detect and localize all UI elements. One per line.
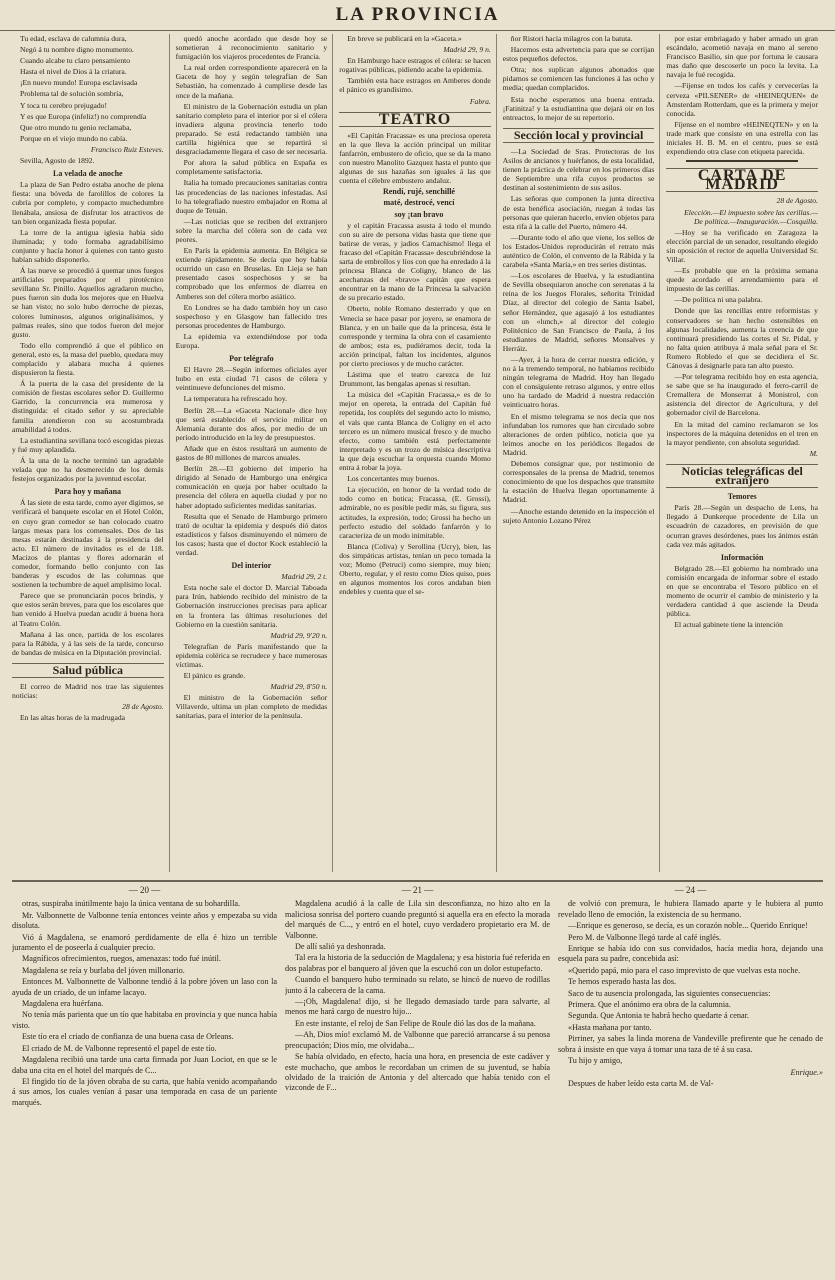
- paragraph: El Havre 28.—Según informes oficiales ayer hubo en esta ciudad 71 casos de cólera y veintinueve defunciones del mismo.: [175, 365, 328, 393]
- column-2: [176, 34, 334, 872]
- section-heading: CARTA DE MADRID: [666, 168, 818, 192]
- paragraph: Lástima que el teatro carezca de luz Drummont, las bengalas apenas si resultan.: [339, 370, 491, 389]
- section-heading: TEATRO: [339, 112, 491, 127]
- paragraph: Las señoras que componen la junta directiva de esta benéfica asociación, ruegan á todas las personas que quieran hacerlo, envíen objetos para esta rifa á la calle del Puerto, número 44.: [502, 194, 655, 231]
- paragraph: El actual gabinete tiene la intención: [674, 620, 783, 630]
- paragraph: Berlín 28.—El gobierno del imperio ha dirigido al Senado de Hamburgo una enérgica comunicación en queja por haber ocultado la presencia del cólera en aquella ciudad y por no haber adoptado suficientes medidas sanitarias.: [175, 464, 328, 510]
- paragraph: —La Sociedad de Sras. Protectoras de los Asilos de ancianos y huérfanos, de esta localidad, tienen la práctica de celebrar en los primeros días de Septiembre una rifa cuyos productos se destinan al sostenimiento de sus asilos.: [502, 146, 655, 193]
- paragraph: La plaza de San Pedro estaba anoche de plena fiesta: una bóveda de farolillos de colores la cubría por completo, y compacto muchedumbre llenábala, ansiosa de disfrutar los atractivos de tan bien organizada fiesta popular.: [12, 180, 164, 226]
- paragraph: y el capitán Fracassa asusta á todo el mundo con su aire de persona vidas hasta que tiene que batirse de veras, y jadios Camachismo! llega el fracaso del «Capitán Fracassa» descubriéndose la sarta de embrollos y líos con que ha enredado á la princesa Blanca de Coligny, blanco de las acechanzas del «bravo» capitán que espera encontrar en la mano de la Princesa la salvación de su precario estado.: [339, 220, 491, 303]
- verse-line: soy ¡tan bravo: [394, 209, 444, 219]
- paragraph: Donde que las rencillas entre reformistas y conservadores se han hecho ostensibles en algunas localidades, aumenta la creencia de que continuará presidiendo las cortes el Sr. Pidal, y no falta quien atribuya á mala señal para el Sr. Romero Robledo el que se decidiera el Sr. Cánovas á designarle para tan alto puesto.: [666, 306, 818, 370]
- paragraph: El ministro de la Gobernación estudia un plan sanitario completo para el interior por si el cólera invadiera alguna provincia tenerlo todo preparado. Se está redactando también una cartilla higiénica que se repartirá si desgraciadamente llegara el caso de ser necesaria.: [175, 101, 328, 157]
- paragraph: Otra; nos suplican algunos abonados que pidamos se comiencen las funciones á las ocho y media; quedan complacidos.: [502, 65, 655, 93]
- paragraph: Este tío era el criado de confianza de una buena casa de Orleans.: [22, 1032, 234, 1042]
- paragraph: Todo ello comprendió á que el público en general, esto es, la masa del pueblo, quedara muy complacido y alabara mucha á quienes dispusieron la fiesta.: [12, 340, 164, 378]
- paragraph: —Fíjense en todos los cafés y cervecerías la cerveza «PILSENER» de «HEINEQUEN» de Amsterdam Rotterdam, que es la primera y mejor conocida.: [666, 81, 818, 118]
- paragraph: En Hamburgo hace estragos el cólera: se hacen rogativas públicas, pidiendo acabe la epidemia.: [339, 56, 491, 75]
- dateline: 28 de Agosto.: [776, 196, 818, 206]
- column-1: [12, 34, 170, 872]
- article-heading: Del interior: [231, 561, 272, 571]
- poem-line: Que otro mundo tu genio reclamaba,: [20, 122, 132, 132]
- page-number: — 21 —: [401, 885, 434, 895]
- paragraph: Pirriner, ya sabes la linda morena de Vandeville prefirente que he cenado de sobra á insiste en que vaya á tomar una taza de té á su casa.: [558, 1034, 823, 1054]
- paragraph: —Durante todo el año que viene, los sellos de los Estados-Unidos reproducirán el retrato más auténtico de Colón, el convento de la Rábida y la carabela «Santa María,» en tres series distintas.: [502, 232, 655, 270]
- paragraph: Tu hijo y amigo,: [568, 1056, 623, 1066]
- column-4: [503, 34, 661, 872]
- paragraph: por estar embriagado y haber armado un gran escándalo, acometió navaja en mano al sereno Francisco Basilio, sin que por fortuna le causara mas daño que descoserle un poco la levita. La navaja le fué recogida.: [666, 34, 818, 80]
- paragraph: Se había olvidado, en efecto, hacía una hora, en presencia de este cadáver y este muchacho, que ambos le recordaban un crimen de su juventud, se había olvidado de la traición de Antonia y del altercado que había tenido con el vizconde de F...: [285, 1052, 550, 1093]
- paragraph: Saco de tu ausencia prolongada, las siguientes consecuencias:: [568, 988, 771, 998]
- paragraph: Enrique se había ido con sus convidados, hacía media hora, dejando una esquela para su padre, concebida así:: [558, 944, 823, 964]
- newspaper-masthead: LA PROVINCIA: [0, 0, 835, 31]
- article-heading: Información: [720, 552, 764, 562]
- paragraph: Blanca (Coliva) y Serollina (Ucry), bien, las dos simpáticas artistas, tenían un peco tomada la voz; Momo (Petruci) como siempre, muy bien; Oberto, regular, y el resto como Dios quiso, pues en algunos momentos los coros andaban bien endebles y cuenta que el se-: [339, 541, 491, 597]
- paragraph: Cuando el banquero hubo terminado su relato, se hincó de nuevo de rodillas junto á la cabecera de la cama.: [285, 975, 550, 995]
- paragraph: Parece que se pronunciarán pocos brindis, y que estos serán breves, para que los escolares que han venido á Huelva puedan acudir á buena hora al Teatro Colón.: [12, 591, 164, 628]
- paragraph: La real orden correspondiente aparecerá en la Gaceta de hoy y según telegrafían de San Sebastián, ha comenzado á cumplirse desde las once de la mañana.: [175, 63, 328, 100]
- paragraph: Despues de haber leído esta carta M. de Val-: [568, 1078, 714, 1088]
- poem-line: Problema tal de solución sombría,: [20, 89, 124, 99]
- paragraph: Fíjense en el nombre «HEINEQTEN» y en la trade mark que consiste en una estrella con las iniciales H. B. M. en el centro, pues se está expendiendo otra clase con etiqueta parecida.: [666, 119, 818, 157]
- paragraph: Los concertantes muy buenos.: [347, 474, 440, 484]
- paragraph: otras, suspiraba inútilmente bajo la única ventana de su bohardilla.: [22, 899, 241, 909]
- paragraph: Segunda. Que Antonia te habrá hecho quedarte á cenar.: [568, 1011, 749, 1021]
- paragraph: de volvió con premura, le hubiera llamado aparte y le hubiera al punto revelado lleno de emoción, la existencia de su hermano.: [558, 899, 823, 919]
- paragraph: —¡Oh, Magdalena! dijo, si he llegado demasiado tarde para salvarte, al menos me hará cargo de nuestro hijo...: [285, 997, 550, 1017]
- paragraph: El pánico es grande.: [183, 671, 246, 681]
- paragraph: —Hoy se ha verificado en Zaragoza la elección parcial de un senador, resultando elegido sin oposición el rector de aquella Universidad Sr. Villar.: [666, 227, 818, 264]
- paragraph: De allí salió ya deshonrada.: [295, 942, 386, 952]
- paragraph: «Querido papá, mio para el caso imprevisto de que vuelvas esta noche.: [568, 965, 801, 975]
- paragraph: Te hemos esperado hasta las dos.: [568, 977, 677, 987]
- dateline: Madrid 29, 9 n.: [443, 45, 491, 55]
- signature: M.: [809, 448, 818, 458]
- paragraph: París 28.—Según un despacho de Lens, ha llegado á Dunkerque procedente de Lila un escuadrón de cazadores, en previsión de que ocurran graves desórdenes, pues los ánimos están cada vez más agitados.: [666, 503, 818, 549]
- paragraph: El ministro de la Gobernación señor Villaverde, ultima un plan completo de medidas sanitarias, para el interior de la península.: [175, 693, 328, 721]
- paragraph: ñor Ristori hacía milagros con la batuta.: [510, 34, 633, 43]
- paragraph: Entonces M. Valbonnette de Valbonne tendió á la pobre jóven un laso con la ayuda de un criado, de un infame lacayo.: [12, 977, 277, 997]
- paragraph: El fingido tío de la jóven obraba de su carta, que había venido acompañando á sus amos, los cuales venían á pasar una temporada en casa de un pariente marqués.: [12, 1076, 277, 1107]
- paragraph: La ejecución, en honor de la verdad todo de todo como en botica; Fracassa, (E. Grossi), admirable, no es posible pedir más, su figura, sus actitudes, la expresión, todo; Grossi ha hecho un perfecto estudio del soldado fanfarrón y lo caracteriza de un modo inimitable.: [339, 485, 491, 540]
- paragraph: —Las noticias que se reciben del extranjero sobre la marcha del cólera son de cada vez peores.: [175, 216, 328, 244]
- paragraph: La torre de la antigua iglesia había sido iluminada; y todo formaba agradabilísimo conjunto y hacía honor á quienes con tanto gusto habían sabido disponerlo.: [12, 227, 164, 264]
- poem-line: ¡En nuevo mundo! Europa esclavisada: [20, 78, 138, 88]
- article-heading: Para hoy y mañana: [54, 487, 122, 497]
- paragraph: En Londres se ha dado también hoy un caso sospechoso y en Glasgow han fallecido tres personas procedentes de Hamburgo.: [175, 302, 328, 330]
- poem-line: Y toca tu cerebro prejugado!: [20, 100, 108, 110]
- paragraph: «El Capitán Fracassa» es una preciosa opereta en la que lleva la acción principal un militar fanfarrón, embustero de oficio, que se da la mano con nuestro Manolito Gazquez hasta el punto que algunas de sus hazañas son iguales á las que cuenta el célebre embustero andaluz.: [339, 130, 491, 186]
- paragraph: quedó anoche acordado que desde hoy se sometieran á reconocimiento sanitario y fumigación los viajeros procedentes de Francia.: [175, 34, 328, 62]
- paragraph: Magdalena recibió una tarde una carta firmada por Juan Lociot, en que se le daba una cita en el hotel del marqués de C...: [12, 1055, 277, 1075]
- paragraph: —Los escolares de Huelva, y la estudiantina de Sevilla obsequiaron anoche con serenatas á la reina de los Juegos Florales, señorita Trinidad Díaz, al director del colegio de Santa Isabel, señor Hernández, que agasajó á los estudiantes con un «lunch,» al director del colegio Politécnico de San Francisco de Paula, á los estudiantes de Madrid, señores Monsalves y Herráiz.: [502, 271, 655, 353]
- paragraph: —Ah, Dios mío! exclamó M. de Valbonne que pareció arrancarse á su penosa preocupación; Dios mío, me olvidaba...: [285, 1030, 550, 1050]
- paragraph: En París la epidemia aumenta. En Bélgica se extiende rápidamente. Se decía que hoy había ocurrido un caso en Bruselas. En Lieja se han presentado casos sospechosos y se ha comprobado que los enfermos de diarrea en Amberes son del cólera morbo asiático.: [175, 246, 328, 301]
- paragraph: En las altas horas de la madrugada: [20, 713, 126, 723]
- paragraph: Á la una de la noche terminó tan agradable velada que no ha desmerecido de los demás festejos organizados por la juventud escolar.: [12, 455, 164, 484]
- article-heading: Por telégrafo: [229, 354, 274, 364]
- poem-line: Cuando alcabe tu claro pensamiento: [20, 56, 131, 66]
- poem-line: Y es que Europa (infeliz!) no comprendía: [20, 111, 147, 121]
- paragraph: Añade que en éstos resultará un aumento de gastos de 80 millones de marcos anuales.: [175, 443, 328, 463]
- paragraph: Belgrado 28.—El gobierno ha nombrado una comisión encargada de informar sobre el estado en que se encontraba el Tesoro público en el momento de ocurrir el cambio de ministerio y la verdadera cantidad á que asciende la Deuda pública.: [666, 563, 818, 619]
- paragraph: Esta noche sale el doctor D. Marcial Taboada para Irún, habiendo recibido del ministro de la Gobernación instrucciones precisas para aplicar en la frontera las últimas resoluciones del Gobierno en la cuestión sanitaria.: [175, 583, 328, 629]
- dateline: Madrid 29, 2 t.: [281, 572, 328, 582]
- paragraph: También esta hace estragos en Amberes donde el pánico es grandísimo.: [339, 76, 491, 95]
- paragraph: En breve se publicará en la «Gaceta.»: [347, 34, 462, 43]
- dateline: Madrid 29, 9'20 n.: [270, 630, 328, 640]
- article-heading: Temores: [727, 492, 757, 502]
- signature: Fabra.: [469, 96, 491, 106]
- column-3: [339, 34, 497, 872]
- paragraph: Italia ha tomado precauciones sanitarias contra las procedencias de las naciones infestadas. Así lo ha telegrafiado nuestro embajador en Roma al duque de Tetuán.: [175, 178, 328, 215]
- paragraph: Magdalena se reía y burlaba del jóven millonario.: [22, 965, 185, 975]
- serial-novel-strip: [12, 880, 823, 1274]
- paragraph: Esta noche esperamos una buena entrada. ¡Fatinitza! y la estudiantina que dejará oir en los entreactos, lo mejor de su repertorio.: [502, 94, 655, 122]
- verse-line: maté, destrocé, vencí: [383, 198, 455, 208]
- poem-line: Negó á tu nombre digno monumento.: [20, 45, 134, 55]
- section-heading: Sección local y provincial: [503, 128, 655, 143]
- paragraph: —Ayer, á la hora de cerrar nuestra edición, y no á la tremendo temporal, no habíamos recibido ningún telegrama de Madrid. Hoy han llegado con el consiguiente retraso algunos, y entre ellos uno ha tardado de Madrid á nuestra redacción veinticuatro horas.: [502, 355, 655, 410]
- paragraph: Vió á Magdalena, se enamoró perdidamente de ella é hizo un terrible juramento el de poseerla á cualquier precio.: [12, 932, 277, 953]
- paragraph: Magdalena acudió á la calle de Lila sin desconfianza, no hizo alto en la maliciosa sonrisa del portero cuando preguntó si aquella era en efecto la morada del marqués de C..., y entró en el hotel, cuyo verdadero propietario era M. de Valbonne.: [285, 899, 550, 940]
- paragraph: La epidemia va extendiéndose por toda Europa.: [175, 331, 328, 350]
- section-heading: Salud pública: [12, 663, 164, 678]
- paragraph: La música del «Capitán Fracassa,» es de lo mejor en opereta, la entrada del Capitán fué repetida, los coupléts del segundo acto lo mismo, el vals que canta Blanca de Coligny en el acto tercero es un número musical fresco y de mucho efecto, como también está perfectamente interpretado y es un trozo de música descriptiva la que deja escuchar la orquesta cuando Momo entra á robar la joya.: [339, 390, 491, 473]
- page-number: — 20 —: [128, 885, 161, 895]
- paragraph: Á las siete de esta tarde, como ayer digimos, se verificará el banquete escolar en el Hotel Colón, en cuyo gran comedor se han colocado cuatro largas mesas para los comensales. Dos de las mesas estarán destinadas á la presidencia del acto. El número de invitados es el de 118. Macizos de plantas y flores adornarán el comedor, formando bello conjunto con las banderas y escudos de las columnas que sostienen la techumbre de aquel amplísimo local.: [12, 498, 164, 590]
- article-summary: Elección.—El impuesto sobre las cerillas.— De política.—Inauguración.—Cosquilla.: [684, 207, 818, 226]
- poem-author: Francisco Ruiz Esteves.: [90, 144, 164, 154]
- dateline: 28 de Agosto.: [122, 702, 164, 712]
- paragraph: La temperatura ha refrescado hoy.: [183, 394, 288, 404]
- paragraph: Por ahora la salud pública en España es completamente satisfactoria.: [175, 158, 328, 177]
- dateline: Madrid 29, 8'50 n.: [270, 682, 328, 692]
- paragraph: La estudiantina sevillana tocó escogidas piezas y fué muy aplaudida.: [12, 435, 164, 454]
- divider: [686, 160, 798, 162]
- dateline: Sevilla, Agosto de 1892.: [20, 156, 95, 166]
- paragraph: Debemos consignar que, por testimonio de corresponsales de la prensa de Madrid, tenemos conocimiento de que los despachos que transmite la estación de Huelva llegan oportunamente á Madrid.: [502, 459, 655, 505]
- paragraph: —Es probable que en la próxima semana quede acordado el arrendamiento para el impuesto de las cerillas.: [666, 266, 818, 294]
- paragraph: —De política ni una palabra.: [674, 295, 763, 305]
- serial-page-24: [558, 882, 823, 1274]
- serial-page-20: [12, 882, 277, 1274]
- poem-line: Porque en el viejo mundo no cabía.: [20, 133, 128, 143]
- signature: Enrique.»: [790, 1067, 823, 1077]
- paragraph: Berlín 28.—La «Gaceta Nacional» dice hoy que será establecido el servicio militar en Alemania durante dos años, por medio de un período introducido en la ley de presupuestos.: [175, 405, 328, 442]
- serial-page-21: [285, 882, 550, 1274]
- paragraph: Magníficos ofrecimientos, ruegos, amenazas: todo fué inútil.: [22, 954, 221, 964]
- paragraph: «Hasta mañana por tanto.: [568, 1022, 652, 1032]
- paragraph: En la mitad del camino reclamaron se los inspectores de la máquina detenidos en el tren en la mayor pendiente, con absoluta seguridad.: [666, 419, 818, 447]
- paragraph: —Anoche estando detenido en la inspección el sujeto Antonio Lozano Pérez: [502, 506, 655, 525]
- poem-line: Hasta el nivel de Dios á la criatura.: [20, 67, 127, 77]
- upper-columns: [12, 34, 823, 872]
- paragraph: Mañana á las once, partida de los escolares para la Rábida, y á las seis de la tarde, concurso de bandas de música en la Diputación provincial.: [12, 629, 164, 657]
- paragraph: Tal era la historia de la seducción de Magdalena; y esa historia fué referida en dos palabras por el banquero al jóven que la escuchó con un dolor estupefacto.: [285, 953, 550, 973]
- paragraph: Magdalena era huérfana.: [22, 999, 104, 1009]
- paragraph: Resulta que el Senado de Hamburgo primero trató de ocultar la epidemia y después dió datos estadísticos y falsos disminuyendo el número de los casos; hasta que el doctor Kock estableció la verdad.: [175, 511, 328, 557]
- column-5: [666, 34, 823, 872]
- section-heading: Noticias telegráficas del extranjero: [666, 464, 818, 488]
- poem-line: Tu edad, esclava de calumnia dura,: [20, 34, 127, 43]
- paragraph: Mr. Valbonnette de Valbonne tenía entonces veinte años y empezaba su vida disoluta.: [12, 910, 277, 931]
- verse-line: Rendí, rujé, senchillé: [382, 187, 455, 197]
- paragraph: Oberto, noble Romano desterrado y que en Venecia se hace pasar por joyero, se enamora de Blanca, y en un baile que da la princesa, ésta le corresponde y termina la obra con el casamiento de ambos; esta es, pudiéramos decir, toda la acción principal, faltan los incidentes, algunos por cierto preciosos y de mucho carácter.: [339, 304, 491, 368]
- paragraph: Á la puerta de la casa del presidente de la comisión de fiestas escolares señor D. Guillermo Garrido, la concurrencia era numerosa y distinguida: el citado señor y su apreciable familia atendieron con su acostumbrada amabilidad á todos.: [12, 379, 164, 434]
- paragraph: El criado de M. de Valbonne representó el papel de este tío.: [22, 1043, 217, 1053]
- paragraph: Pero M. de Valbonne llegó tarde al café inglés.: [568, 932, 722, 942]
- paragraph: Primera. Que el anónimo era obra de la calumnia.: [568, 1000, 731, 1010]
- article-heading: La velada de anoche: [53, 169, 123, 179]
- paragraph: Telegrafían de París manifestando que la epidemia colérica se recrudece y hace numerosas víctimas.: [175, 641, 328, 669]
- paragraph: —Por telegrama recibido hoy en esta agencia, se sabe que se ha inaugurado el ferro-carril de Cremallera de Monserrat á Monistrol, con asistencia del director de Agricultura, y del gobernador civil de Barcelona.: [666, 372, 818, 418]
- paragraph: Á las nueve se procedió á quemar unos fuegos artificiales preparados por el pirotécnico sevillano Sr. Pinillo. Aquellos agradaron mucho, pues fueron sin duda los mejores que en Huelva se han visto; no solo hubo derroche de piezas, colores luminosos, algunos originalísimos, y palmas reales, sino que todos fueron del mejor gusto.: [12, 266, 164, 339]
- paragraph: El correo de Madrid nos trae las siguientes noticias:: [12, 682, 164, 701]
- paragraph: En este instante, el reloj de San Felipe de Roule dió las dos de la mañana.: [295, 1018, 536, 1028]
- paragraph: En el mismo telegrama se nos decía que nos infundaban los rumores que han circulado sobre alteraciones de orden público, noticia que ya leímos anoche en los periódicos llegados de Madrid.: [502, 411, 655, 457]
- page-number: — 24 —: [674, 885, 707, 895]
- paragraph: —Enrique es generoso, se decía, es un corazón noble... Querido Enrique!: [568, 921, 808, 931]
- paragraph: No tenía más parienta que un tío que habitaba en provincia y que nunca había visto.: [12, 1010, 277, 1030]
- paragraph: Hacemos esta advertencia para que se corrijan estos pequeños defectos.: [502, 45, 655, 64]
